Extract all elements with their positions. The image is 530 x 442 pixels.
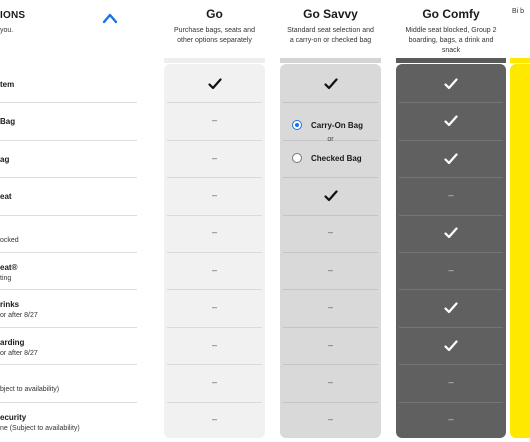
cell-divider bbox=[167, 289, 262, 290]
checkmark-icon bbox=[324, 190, 338, 202]
not-included-dash: – bbox=[327, 302, 333, 313]
checkmark-icon bbox=[444, 302, 458, 314]
row-divider bbox=[0, 252, 137, 253]
checkmark-icon bbox=[444, 340, 458, 352]
cell-divider bbox=[399, 215, 503, 216]
column-go-savvy-header bbox=[280, 0, 381, 62]
not-included-dash: – bbox=[327, 339, 333, 350]
feature-row-label bbox=[0, 413, 140, 432]
cell-divider bbox=[167, 140, 262, 141]
not-included-dash: – bbox=[448, 414, 454, 425]
feature-row-subtitle: ne (Subject to availability) bbox=[0, 424, 80, 432]
cell-divider bbox=[167, 252, 262, 253]
options-title: IONS bbox=[0, 10, 26, 21]
cell-divider bbox=[283, 252, 378, 253]
column-go-bar bbox=[164, 58, 265, 63]
not-included-dash: – bbox=[327, 376, 333, 387]
cell-divider bbox=[399, 289, 503, 290]
checked-bag-option[interactable] bbox=[292, 153, 362, 163]
cell-divider bbox=[399, 140, 503, 141]
cell-divider bbox=[283, 289, 378, 290]
row-divider bbox=[0, 177, 137, 178]
not-included-dash: – bbox=[327, 414, 333, 425]
cell-divider bbox=[399, 402, 503, 403]
checkmark-icon bbox=[444, 227, 458, 239]
column-next-bar bbox=[510, 58, 530, 63]
feature-row-subtitle: ting bbox=[0, 275, 12, 282]
column-go-comfy-bar bbox=[396, 58, 506, 63]
cell-divider bbox=[167, 102, 262, 103]
not-included-dash: – bbox=[211, 189, 217, 200]
column-go-comfy-name: Go Comfy bbox=[422, 7, 480, 21]
column-go-savvy-desc: Standard seat selection and a carry-on or checked bag bbox=[287, 27, 374, 44]
checked-bag-radio[interactable] bbox=[292, 153, 302, 163]
chevron-up-icon[interactable] bbox=[102, 12, 118, 24]
cell-divider bbox=[399, 327, 503, 328]
not-included-dash: – bbox=[211, 115, 217, 126]
feature-row-title: rinks bbox=[0, 300, 20, 310]
not-included-dash: – bbox=[448, 376, 454, 387]
feature-row-title: eat® bbox=[0, 263, 18, 272]
checkmark-icon bbox=[324, 78, 338, 90]
cell-divider bbox=[283, 402, 378, 403]
not-included-dash: – bbox=[211, 414, 217, 425]
row-divider bbox=[0, 102, 137, 103]
not-included-dash: – bbox=[211, 339, 217, 350]
feature-row-title: arding bbox=[0, 337, 25, 347]
carry-on-bag-option[interactable] bbox=[292, 120, 363, 130]
feature-row-subtitle: or after 8/27 bbox=[0, 349, 38, 357]
cell-divider bbox=[283, 215, 378, 216]
feature-row-label bbox=[0, 80, 140, 89]
feature-row-title: eat bbox=[0, 192, 12, 202]
not-included-dash: – bbox=[448, 264, 454, 275]
feature-row-label bbox=[0, 192, 140, 201]
cell-divider bbox=[283, 177, 378, 178]
column-next-desc: Bi b bbox=[512, 8, 525, 15]
checked-bag-label: Checked Bag bbox=[311, 153, 362, 163]
checkmark-icon bbox=[208, 78, 222, 90]
feature-row-label bbox=[0, 117, 140, 126]
row-divider bbox=[0, 215, 137, 216]
options-subtitle: you. bbox=[0, 27, 14, 34]
not-included-dash: – bbox=[448, 189, 454, 200]
not-included-dash: – bbox=[211, 376, 217, 387]
row-divider bbox=[0, 402, 137, 403]
cell-divider bbox=[399, 177, 503, 178]
cell-divider bbox=[167, 177, 262, 178]
carry-on-label: Carry-On Bag bbox=[311, 120, 364, 130]
feature-row-label bbox=[0, 234, 140, 244]
not-included-dash: – bbox=[327, 264, 333, 275]
cell-divider bbox=[167, 364, 262, 365]
cell-divider bbox=[399, 364, 503, 365]
cell-divider bbox=[399, 102, 503, 103]
checkmark-icon bbox=[444, 115, 458, 127]
row-divider bbox=[0, 327, 137, 328]
column-go-name: Go bbox=[206, 7, 223, 21]
cell-divider bbox=[283, 102, 378, 103]
feature-row-label bbox=[0, 263, 140, 282]
or-separator: or bbox=[327, 136, 334, 144]
not-included-dash: – bbox=[211, 302, 217, 313]
cell-divider bbox=[167, 215, 262, 216]
cell-divider bbox=[283, 364, 378, 365]
feature-row-label bbox=[0, 300, 140, 319]
column-go-comfy-desc: Middle seat blocked, Group 2 boarding, bags, a drink and snack bbox=[405, 27, 497, 54]
options-header bbox=[0, 0, 160, 64]
cell-divider bbox=[283, 327, 378, 328]
row-divider bbox=[0, 364, 137, 365]
feature-row-title: tem bbox=[0, 80, 15, 89]
not-included-dash: – bbox=[211, 227, 217, 238]
column-next-panel bbox=[510, 64, 530, 438]
cell-divider bbox=[399, 252, 503, 253]
feature-row-title: Bag bbox=[0, 117, 16, 127]
checkmark-icon bbox=[444, 78, 458, 90]
not-included-dash: – bbox=[327, 227, 333, 238]
row-divider bbox=[0, 289, 137, 290]
row-divider bbox=[0, 140, 137, 141]
column-go-desc: Purchase bags, seats and other options separately bbox=[174, 27, 255, 44]
feature-row-subtitle: bject to availability) bbox=[0, 386, 60, 394]
feature-row-title: ag bbox=[0, 154, 10, 164]
cell-divider bbox=[167, 327, 262, 328]
cell-divider bbox=[167, 402, 262, 403]
feature-row-title: ecurity bbox=[0, 412, 27, 422]
column-next-header bbox=[510, 0, 530, 62]
not-included-dash: – bbox=[211, 264, 217, 275]
column-go-comfy-header bbox=[396, 0, 506, 62]
feature-row-label bbox=[0, 383, 140, 393]
feature-row-subtitle: ocked bbox=[0, 236, 19, 244]
feature-row-label bbox=[0, 338, 140, 357]
checkmark-icon bbox=[444, 153, 458, 165]
column-go-savvy-bar bbox=[280, 58, 381, 63]
feature-row-label bbox=[0, 155, 140, 164]
carry-on-radio[interactable] bbox=[292, 120, 302, 130]
column-go-savvy-name: Go Savvy bbox=[303, 7, 358, 21]
column-go-header bbox=[164, 0, 265, 62]
feature-row-subtitle: or after 8/27 bbox=[0, 312, 38, 320]
not-included-dash: – bbox=[211, 152, 217, 163]
